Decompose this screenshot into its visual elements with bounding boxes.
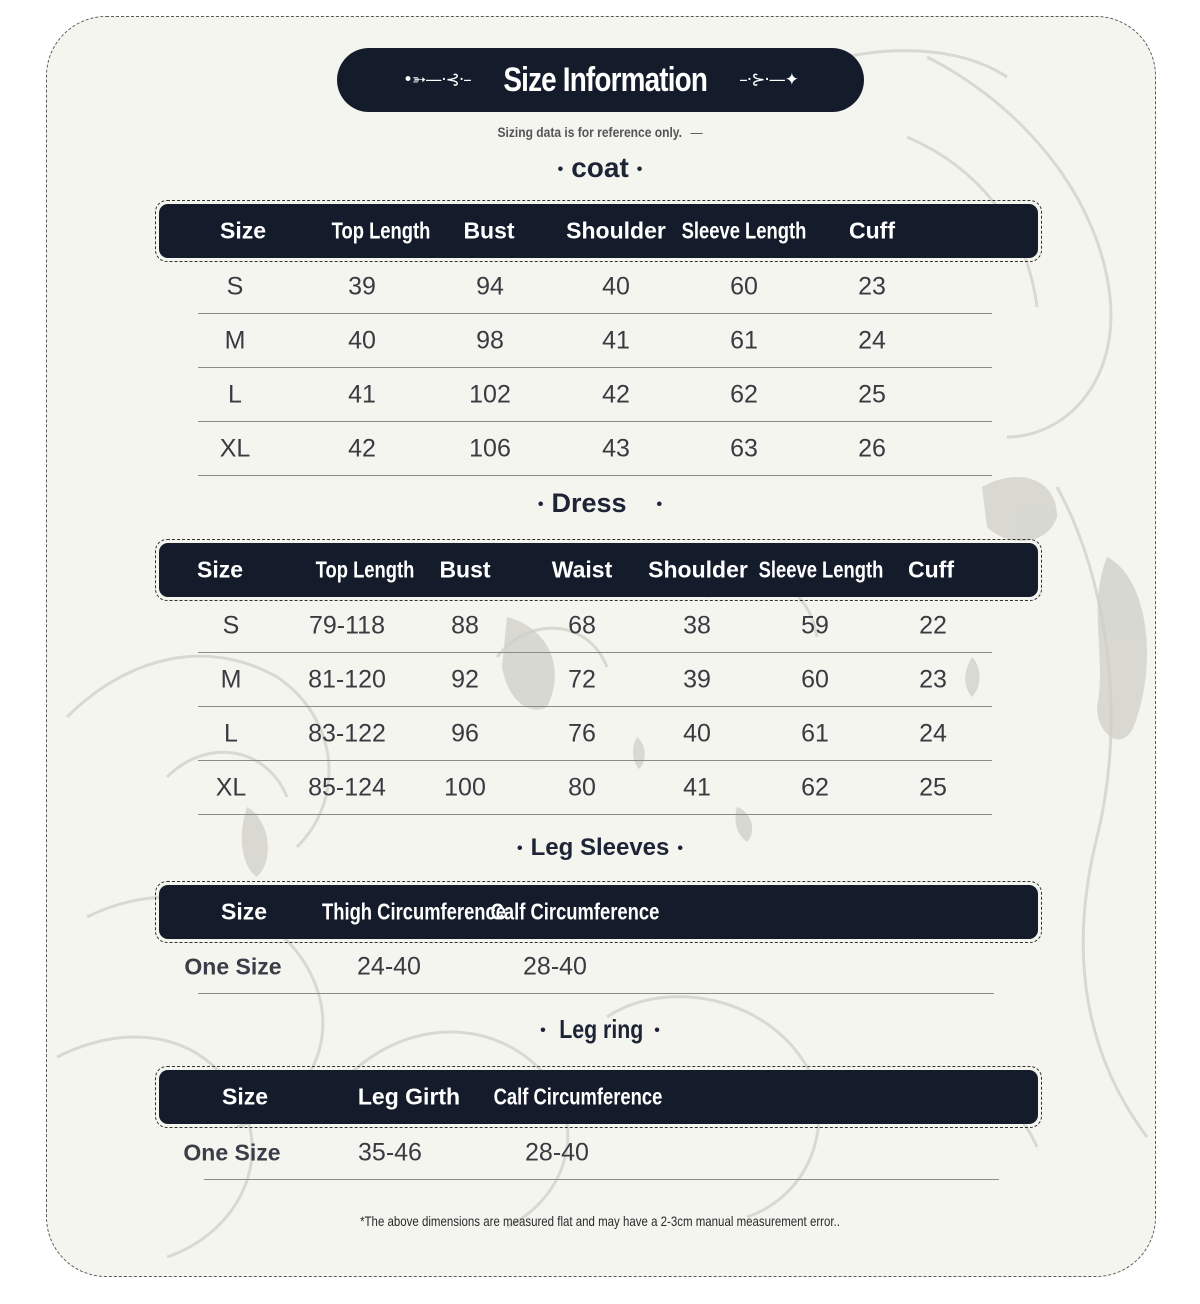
table-cell-shoulder: 39 [683, 665, 711, 693]
table-cell-leg-girth: 35-46 [358, 1138, 422, 1166]
size-label: XL [215, 773, 247, 801]
column-header-leg-girth: Leg Girth [357, 1083, 461, 1110]
column-header-size: Size [221, 1083, 269, 1110]
table-cell-shoulder: 40 [602, 272, 630, 300]
title-ornament-left: •➳—·⊰·– [402, 70, 471, 90]
table-row [183, 1126, 999, 1180]
table-row [198, 653, 992, 707]
column-header-calf-circumference: Calf Circumference [493, 1083, 663, 1110]
table-cell-cuff: 25 [919, 773, 947, 801]
bullet-dot: • [656, 495, 663, 513]
table-cell-bust: 106 [469, 434, 511, 462]
table-row [198, 599, 992, 653]
column-header-waist: Waist [551, 556, 613, 583]
dress-table-header [155, 539, 1042, 601]
measurement-footnote: *The above dimensions are measured flat and may have a 2-3cm manual measurement error.. [360, 1213, 840, 1229]
leg-sleeves-table-header [155, 881, 1042, 943]
column-header-cuff: Cuff [849, 217, 895, 244]
reference-note-text: Sizing data is for reference only. [497, 124, 682, 140]
table-cell-sleeve-length: 60 [730, 272, 758, 300]
column-header-shoulder: Shoulder [566, 217, 666, 244]
column-header-top-length: Top Length [315, 556, 415, 583]
table-cell-top-length: 40 [348, 326, 376, 354]
bullet-dot: • [557, 160, 564, 178]
table-cell-waist: 68 [568, 611, 596, 639]
table-cell-sleeve-length: 61 [730, 326, 758, 354]
table-cell-shoulder: 40 [683, 719, 711, 747]
table-row [198, 368, 992, 422]
table-cell-sleeve-length: 62 [730, 380, 758, 408]
table-cell-waist: 80 [568, 773, 596, 801]
table-cell-shoulder: 41 [683, 773, 711, 801]
column-header-shoulder: Shoulder [648, 556, 748, 583]
table-cell-sleeve-length: 60 [801, 665, 829, 693]
size-label: M [224, 326, 246, 354]
section-title-leg-ring [0, 1014, 1200, 1045]
table-cell-cuff: 23 [919, 665, 947, 693]
table-cell-top-length: 79-118 [309, 611, 385, 639]
table-cell-cuff: 25 [858, 380, 886, 408]
table-cell-cuff: 22 [919, 611, 947, 639]
bullet-dot: • [677, 839, 683, 857]
bullet-dot: • [517, 839, 523, 857]
size-label: L [228, 380, 242, 408]
table-cell-shoulder: 38 [683, 611, 711, 639]
table-cell-top-length: 85-124 [308, 773, 386, 801]
table-row [198, 422, 992, 476]
table-cell-top-length: 42 [348, 434, 376, 462]
table-cell-calf-circumference: 28-40 [523, 952, 587, 980]
bullet-dot: • [636, 160, 643, 178]
reference-note-dash: — [690, 124, 703, 140]
title-ornament-right: –·⊱·—✦ [739, 70, 799, 90]
size-label: One Size [184, 953, 282, 979]
size-label: XL [219, 434, 251, 462]
size-label: M [220, 665, 242, 693]
bullet-dot: • [537, 495, 544, 513]
table-cell-bust: 88 [451, 611, 479, 639]
table-cell-cuff: 26 [858, 434, 886, 462]
table-row [198, 260, 992, 314]
table-row [198, 707, 992, 761]
reference-note [84, 124, 1116, 140]
table-cell-shoulder: 43 [602, 434, 630, 462]
column-header-bust: Bust [439, 556, 491, 583]
table-cell-calf-circumference: 28-40 [525, 1138, 589, 1166]
column-header-sleeve-length: Sleeve Length [758, 556, 884, 583]
table-cell-cuff: 24 [919, 719, 947, 747]
table-cell-shoulder: 41 [602, 326, 630, 354]
table-cell-sleeve-length: 62 [801, 773, 829, 801]
column-header-size: Size [220, 898, 268, 925]
table-cell-shoulder: 42 [602, 380, 630, 408]
table-cell-bust: 92 [451, 665, 479, 693]
table-cell-waist: 72 [568, 665, 596, 693]
bullet-dot: • [654, 1022, 660, 1040]
page-title: Size Information [503, 60, 707, 99]
section-title-dress-text: Dress [551, 488, 627, 518]
table-row [198, 761, 992, 815]
size-label: S [222, 611, 240, 639]
table-cell-bust: 102 [469, 380, 511, 408]
table-cell-cuff: 23 [858, 272, 886, 300]
table-cell-bust: 100 [444, 773, 486, 801]
leg-ring-table-header [155, 1066, 1042, 1128]
table-cell-thigh-circumference: 24-40 [357, 952, 421, 980]
table-cell-top-length: 39 [348, 272, 376, 300]
section-title-dress [0, 488, 1200, 519]
section-title-coat [0, 152, 1200, 184]
bullet-dot: • [540, 1022, 546, 1040]
section-title-leg-sleeves-text: Leg Sleeves [530, 834, 670, 861]
title-banner [337, 48, 864, 112]
section-title-coat-text: coat [571, 152, 629, 183]
table-cell-bust: 98 [476, 326, 504, 354]
table-cell-bust: 94 [476, 272, 504, 300]
section-title-leg-ring-text: Leg ring [558, 1014, 644, 1044]
coat-table-header [155, 200, 1042, 262]
table-cell-cuff: 24 [858, 326, 886, 354]
table-cell-waist: 76 [568, 719, 596, 747]
size-label: L [224, 719, 238, 747]
table-cell-top-length: 41 [348, 380, 376, 408]
size-label: S [226, 272, 244, 300]
table-cell-sleeve-length: 61 [801, 719, 829, 747]
section-title-leg-sleeves [0, 834, 1200, 862]
column-header-calf-circumference: Calf Circumference [490, 898, 660, 925]
column-header-bust: Bust [463, 217, 515, 244]
table-cell-sleeve-length: 59 [801, 611, 829, 639]
table-cell-sleeve-length: 63 [730, 434, 758, 462]
size-label: One Size [183, 1139, 281, 1165]
table-row [198, 314, 992, 368]
table-row [184, 940, 994, 994]
table-cell-top-length: 81-120 [308, 665, 386, 693]
column-header-sleeve-length: Sleeve Length [681, 217, 807, 244]
table-cell-bust: 96 [451, 719, 479, 747]
column-header-thigh-circumference: Thigh Circumference [321, 898, 507, 925]
table-cell-top-length: 83-122 [308, 719, 386, 747]
column-header-size: Size [219, 217, 267, 244]
column-header-cuff: Cuff [908, 556, 954, 583]
column-header-size: Size [196, 556, 244, 583]
column-header-top-length: Top Length [331, 217, 431, 244]
